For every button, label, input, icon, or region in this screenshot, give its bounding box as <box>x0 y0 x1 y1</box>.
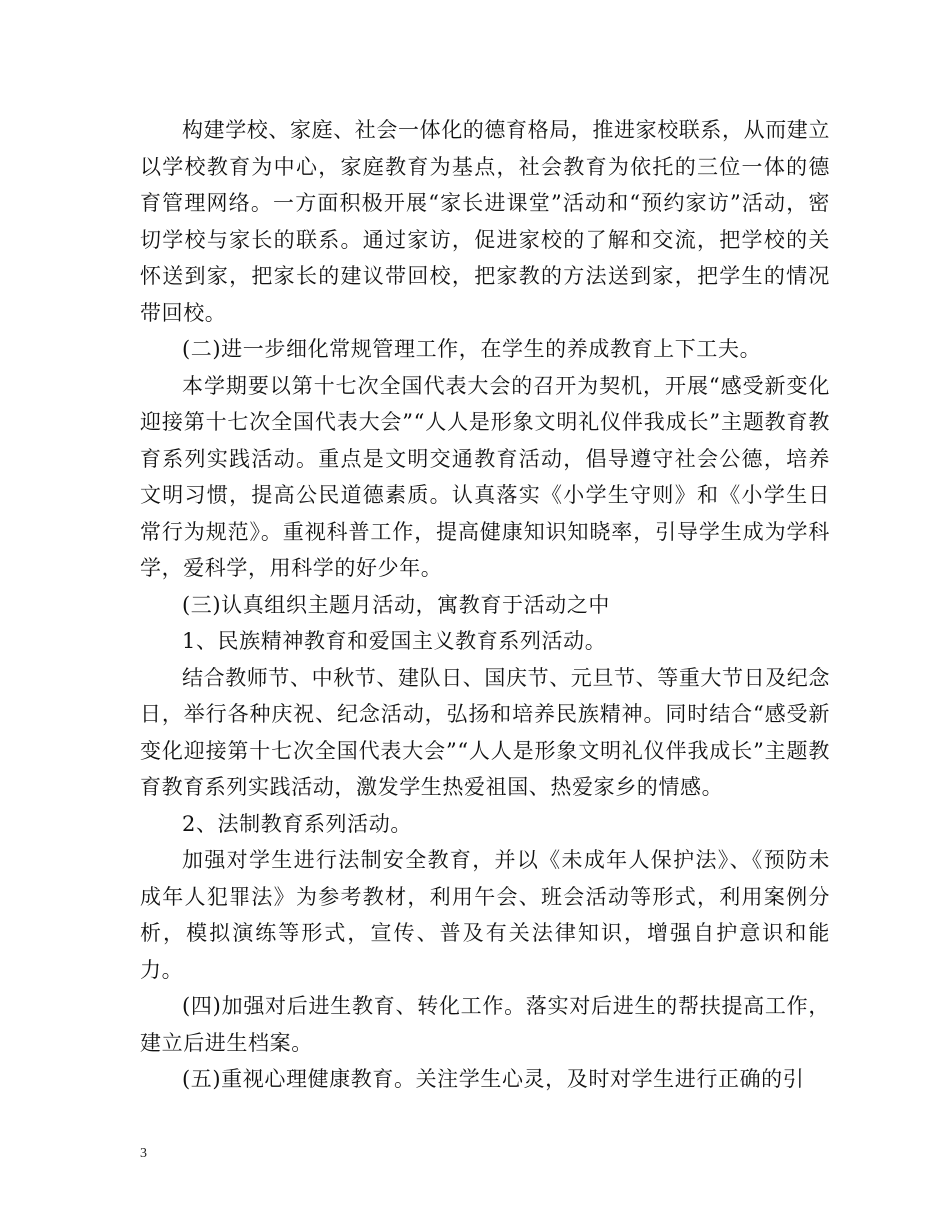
page-number: 3 <box>140 1146 147 1161</box>
paragraph-routine-management: 本学期要以第十七次全国代表大会的召开为契机，开展“感受新变化迎接第十七次全国代表大会”“人人是形象文明礼仪伴我成长”主题教育教育系列实践活动。重点是文明交通教育活动，倡导遵守社会公德，培养文明习惯，提高公民道德素质。认真落实《小学生守则》和《小学生日常行为规范》。重视科普工作，提高健康知识知晓率，引导学生成为学科学，爱科学，用科学的好少年。 <box>140 373 830 580</box>
heading-item-1: 1、民族精神教育和爱国主义教育系列活动。 <box>182 629 607 653</box>
paragraph-national-spirit: 结合教师节、中秋节、建队日、国庆节、元旦节、等重大节日及纪念日，举行各种庆祝、纪念活动，弘扬和培养民族精神。同时结合“感受新变化迎接第十七次全国代表大会”“人人是形象文明礼仪伴我成长”主题教育教育系列实践活动，激发学生热爱祖国、热爱家乡的情感。 <box>140 665 830 799</box>
paragraph-legal-education: 加强对学生进行法制安全教育，并以《未成年人保护法》、《预防未成年人犯罪法》为参考教材，利用午会、班会活动等形式，利用案例分析，模拟演练等形式，宣传、普及有关法律知识，增强自护意识和能力。 <box>140 848 830 982</box>
paragraph-section-5: (五)重视心理健康教育。关注学生心灵，及时对学生进行正确的引 <box>182 1067 805 1091</box>
paragraph-home-school: 构建学校、家庭、社会一体化的德育格局，推进家校联系，从而建立以学校教育为中心，家庭教育为基点，社会教育为依托的三位一体的德育管理网络。一方面积极开展“家长进课堂”活动和“预约家访”活动，密切学校与家长的联系。通过家访，促进家校的了解和交流，把学校的关怀送到家，把家长的建议带回校，把家教的方法送到家，把学生的情况带回校。 <box>140 118 830 325</box>
paragraph-section-4: (四)加强对后进生教育、转化工作。落实对后进生的帮扶提高工作，建立后进生档案。 <box>140 994 830 1055</box>
heading-section-2: (二)进一步细化常规管理工作，在学生的养成教育上下工夫。 <box>182 337 762 361</box>
heading-item-2: 2、法制教育系列活动。 <box>182 811 412 836</box>
document-body <box>140 112 830 1098</box>
heading-section-3: (三)认真组织主题月活动，寓教育于活动之中 <box>182 592 610 617</box>
